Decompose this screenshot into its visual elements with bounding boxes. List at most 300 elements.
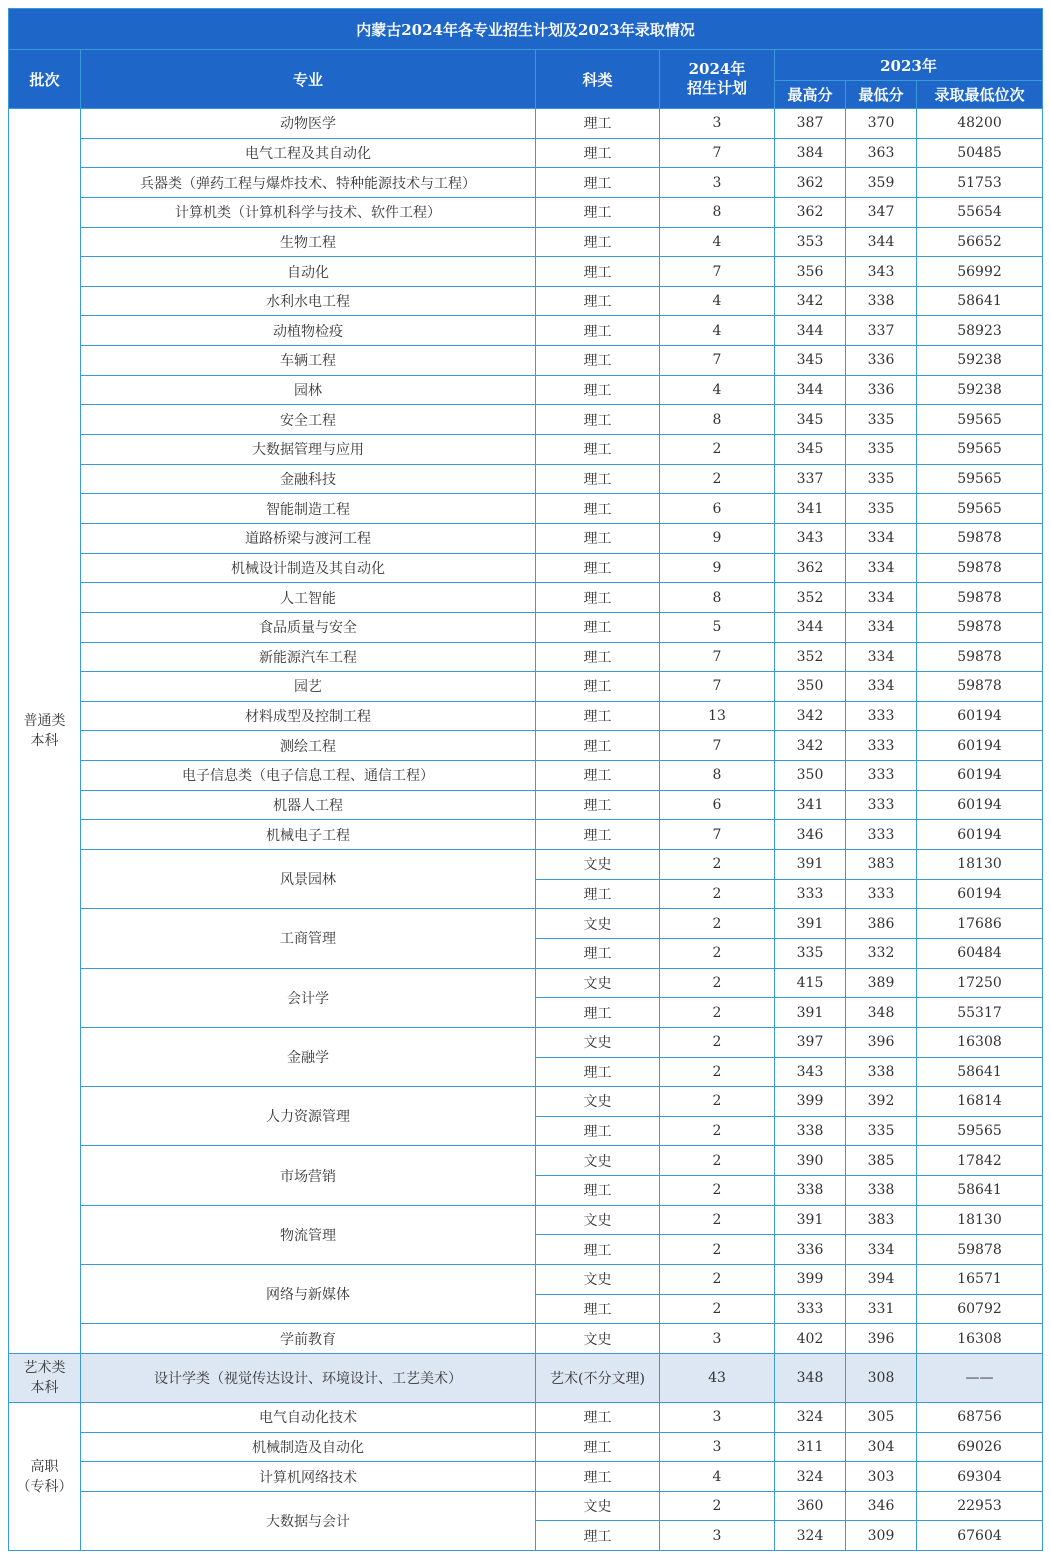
- min-score-cell: 363: [846, 138, 917, 168]
- table-row: [9, 1491, 1043, 1521]
- min-rank-cell: 18130: [917, 1205, 1043, 1235]
- min-rank-cell: 69026: [917, 1432, 1043, 1462]
- subject-cell: 理工: [536, 375, 660, 405]
- table-row: [9, 1324, 1043, 1354]
- major-cell: 园林: [81, 375, 536, 405]
- major-cell: 机械制造及自动化: [81, 1432, 536, 1462]
- table-row: [9, 1462, 1043, 1492]
- header-batch: 批次: [9, 50, 81, 109]
- plan-cell: 3: [660, 168, 775, 198]
- subject-cell: 理工: [536, 286, 660, 316]
- plan-cell: 2: [660, 1205, 775, 1235]
- max-score-cell: 341: [775, 494, 846, 524]
- max-score-cell: 333: [775, 1294, 846, 1324]
- min-score-cell: 309: [846, 1521, 917, 1551]
- min-rank-cell: 60194: [917, 701, 1043, 731]
- batch-regular-line1: 普通类: [23, 712, 66, 729]
- min-rank-cell: 17842: [917, 1146, 1043, 1176]
- table-row: [9, 761, 1043, 791]
- min-score-cell: 303: [846, 1462, 917, 1492]
- table-row: [9, 286, 1043, 316]
- major-cell: 安全工程: [81, 405, 536, 435]
- table-row: [9, 1432, 1043, 1462]
- major-cell: 自动化: [81, 257, 536, 287]
- plan-cell: 2: [660, 1235, 775, 1265]
- min-rank-cell: 16814: [917, 1087, 1043, 1117]
- table-row: [9, 464, 1043, 494]
- max-score-cell: 362: [775, 168, 846, 198]
- min-score-cell: 359: [846, 168, 917, 198]
- subject-cell: 理工: [536, 583, 660, 613]
- subject-cell: 文史: [536, 1087, 660, 1117]
- min-rank-cell: 59878: [917, 523, 1043, 553]
- min-score-cell: 385: [846, 1146, 917, 1176]
- batch-regular-line2: 本科: [30, 732, 59, 749]
- max-score-cell: 338: [775, 1116, 846, 1146]
- batch-art-line1: 艺术类: [23, 1359, 66, 1376]
- major-cell: 大数据与会计: [81, 1491, 536, 1550]
- min-score-cell: 308: [846, 1353, 917, 1402]
- major-cell: 智能制造工程: [81, 494, 536, 524]
- min-rank-cell: 60484: [917, 938, 1043, 968]
- subject-cell: 理工: [536, 316, 660, 346]
- subject-cell: 文史: [536, 1491, 660, 1521]
- table-row: [9, 672, 1043, 702]
- min-rank-cell: 51753: [917, 168, 1043, 198]
- plan-cell: 2: [660, 1294, 775, 1324]
- batch-vocational-line1: 高职: [30, 1458, 59, 1475]
- max-score-cell: 338: [775, 1176, 846, 1206]
- min-rank-cell: 59565: [917, 435, 1043, 465]
- major-cell: 会计学: [81, 968, 536, 1027]
- max-score-cell: 390: [775, 1146, 846, 1176]
- plan-cell: 2: [660, 1027, 775, 1057]
- plan-cell: 2: [660, 998, 775, 1028]
- subject-cell: 理工: [536, 731, 660, 761]
- min-score-cell: 335: [846, 405, 917, 435]
- subject-cell: 理工: [536, 1432, 660, 1462]
- min-rank-cell: 56652: [917, 227, 1043, 257]
- subject-cell: 理工: [536, 1116, 660, 1146]
- batch-regular: [9, 109, 81, 1354]
- subject-cell: 理工: [536, 257, 660, 287]
- table-row: [9, 109, 1043, 139]
- min-rank-cell: 18130: [917, 850, 1043, 880]
- subject-cell: 艺术(不分文理): [536, 1353, 660, 1402]
- table-row: [9, 316, 1043, 346]
- min-score-cell: 333: [846, 790, 917, 820]
- subject-cell: 理工: [536, 464, 660, 494]
- max-score-cell: 343: [775, 1057, 846, 1087]
- major-cell: 车辆工程: [81, 346, 536, 376]
- max-score-cell: 362: [775, 553, 846, 583]
- min-score-cell: 337: [846, 316, 917, 346]
- min-rank-cell: 55317: [917, 998, 1043, 1028]
- header-plan-line1: 2024年: [688, 60, 746, 78]
- max-score-cell: 362: [775, 197, 846, 227]
- subject-cell: 理工: [536, 612, 660, 642]
- header-plan: [660, 50, 775, 109]
- min-rank-cell: 59878: [917, 642, 1043, 672]
- plan-cell: 4: [660, 286, 775, 316]
- subject-cell: 文史: [536, 1205, 660, 1235]
- plan-cell: 3: [660, 1402, 775, 1432]
- major-cell: 人工智能: [81, 583, 536, 613]
- plan-cell: 9: [660, 553, 775, 583]
- major-cell: 金融学: [81, 1027, 536, 1086]
- plan-cell: 5: [660, 612, 775, 642]
- max-score-cell: 346: [775, 820, 846, 850]
- table-row: [9, 553, 1043, 583]
- max-score-cell: 344: [775, 375, 846, 405]
- plan-cell: 7: [660, 672, 775, 702]
- max-score-cell: 353: [775, 227, 846, 257]
- batch-art-line2: 本科: [30, 1379, 59, 1396]
- subject-cell: 理工: [536, 672, 660, 702]
- subject-cell: 文史: [536, 850, 660, 880]
- plan-cell: 7: [660, 642, 775, 672]
- header-max-score: 最高分: [775, 81, 846, 109]
- subject-cell: 理工: [536, 523, 660, 553]
- major-cell: 计算机类（计算机科学与技术、软件工程）: [81, 197, 536, 227]
- plan-cell: 4: [660, 1462, 775, 1492]
- plan-cell: 8: [660, 761, 775, 791]
- plan-cell: 2: [660, 850, 775, 880]
- min-rank-cell: 48200: [917, 109, 1043, 139]
- max-score-cell: 311: [775, 1432, 846, 1462]
- max-score-cell: 352: [775, 583, 846, 613]
- plan-cell: 3: [660, 109, 775, 139]
- major-cell: 材料成型及控制工程: [81, 701, 536, 731]
- admission-table-container: [8, 8, 1042, 1551]
- table-row: [9, 1402, 1043, 1432]
- min-score-cell: 333: [846, 701, 917, 731]
- subject-cell: 理工: [536, 1176, 660, 1206]
- max-score-cell: 352: [775, 642, 846, 672]
- subject-cell: 理工: [536, 138, 660, 168]
- subject-cell: 理工: [536, 494, 660, 524]
- subject-cell: 理工: [536, 553, 660, 583]
- min-rank-cell: 59878: [917, 1235, 1043, 1265]
- table-row: [9, 138, 1043, 168]
- plan-cell: 13: [660, 701, 775, 731]
- plan-cell: 2: [660, 1176, 775, 1206]
- table-row: [9, 1264, 1043, 1294]
- min-score-cell: 334: [846, 612, 917, 642]
- table-row: [9, 820, 1043, 850]
- max-score-cell: 384: [775, 138, 846, 168]
- major-cell: 人力资源管理: [81, 1087, 536, 1146]
- major-cell: 电气工程及其自动化: [81, 138, 536, 168]
- min-score-cell: 333: [846, 731, 917, 761]
- min-rank-cell: 17686: [917, 909, 1043, 939]
- plan-cell: 7: [660, 257, 775, 287]
- plan-cell: 7: [660, 731, 775, 761]
- min-score-cell: 343: [846, 257, 917, 287]
- min-score-cell: 386: [846, 909, 917, 939]
- min-score-cell: 334: [846, 642, 917, 672]
- subject-cell: 文史: [536, 1324, 660, 1354]
- table-row: [9, 850, 1043, 880]
- min-rank-cell: 60194: [917, 790, 1043, 820]
- plan-cell: 8: [660, 405, 775, 435]
- header-year-2023: 2023年: [775, 50, 1043, 81]
- major-cell: 生物工程: [81, 227, 536, 257]
- admission-table: [8, 8, 1043, 1551]
- table-title: 内蒙古2024年各专业招生计划及2023年录取情况: [9, 9, 1043, 50]
- table-row: [9, 701, 1043, 731]
- max-score-cell: 336: [775, 1235, 846, 1265]
- table-row: [9, 1205, 1043, 1235]
- max-score-cell: 402: [775, 1324, 846, 1354]
- max-score-cell: 345: [775, 405, 846, 435]
- plan-cell: 2: [660, 909, 775, 939]
- subject-cell: 理工: [536, 1462, 660, 1492]
- major-cell: 动植物检疫: [81, 316, 536, 346]
- min-score-cell: 332: [846, 938, 917, 968]
- table-row: [9, 790, 1043, 820]
- header-min-rank: 录取最低位次: [917, 81, 1043, 109]
- min-score-cell: 392: [846, 1087, 917, 1117]
- min-rank-cell: 56992: [917, 257, 1043, 287]
- table-row: [9, 1146, 1043, 1176]
- plan-cell: 3: [660, 1432, 775, 1462]
- header-major: 专业: [81, 50, 536, 109]
- table-row: [9, 909, 1043, 939]
- major-cell: 金融科技: [81, 464, 536, 494]
- table-row: [9, 968, 1043, 998]
- max-score-cell: 333: [775, 879, 846, 909]
- plan-cell: 7: [660, 138, 775, 168]
- plan-cell: 2: [660, 1087, 775, 1117]
- table-row: [9, 227, 1043, 257]
- min-rank-cell: 67604: [917, 1521, 1043, 1551]
- plan-cell: 2: [660, 435, 775, 465]
- table-row: [9, 1353, 1043, 1402]
- max-score-cell: 391: [775, 850, 846, 880]
- batch-vocational: [9, 1402, 81, 1550]
- subject-cell: 理工: [536, 1402, 660, 1432]
- subject-cell: 理工: [536, 701, 660, 731]
- major-cell: 设计学类（视觉传达设计、环境设计、工艺美术）: [81, 1353, 536, 1402]
- min-score-cell: 338: [846, 1176, 917, 1206]
- min-score-cell: 338: [846, 1057, 917, 1087]
- plan-cell: 4: [660, 375, 775, 405]
- min-rank-cell: 59565: [917, 1116, 1043, 1146]
- table-row: [9, 405, 1043, 435]
- table-row: [9, 257, 1043, 287]
- plan-cell: 2: [660, 1057, 775, 1087]
- subject-cell: 理工: [536, 1521, 660, 1551]
- table-row: [9, 346, 1043, 376]
- min-score-cell: 334: [846, 553, 917, 583]
- plan-cell: 9: [660, 523, 775, 553]
- subject-cell: 文史: [536, 968, 660, 998]
- min-rank-cell: 60792: [917, 1294, 1043, 1324]
- max-score-cell: 348: [775, 1353, 846, 1402]
- header-min-score: 最低分: [846, 81, 917, 109]
- major-cell: 食品质量与安全: [81, 612, 536, 642]
- max-score-cell: 344: [775, 612, 846, 642]
- subject-cell: 理工: [536, 227, 660, 257]
- max-score-cell: 387: [775, 109, 846, 139]
- min-rank-cell: 58923: [917, 316, 1043, 346]
- subject-cell: 理工: [536, 197, 660, 227]
- plan-cell: 2: [660, 938, 775, 968]
- max-score-cell: 337: [775, 464, 846, 494]
- max-score-cell: 343: [775, 523, 846, 553]
- min-rank-cell: 59878: [917, 583, 1043, 613]
- subject-cell: 理工: [536, 761, 660, 791]
- subject-cell: 文史: [536, 1264, 660, 1294]
- major-cell: 机械电子工程: [81, 820, 536, 850]
- major-cell: 动物医学: [81, 109, 536, 139]
- subject-cell: 理工: [536, 435, 660, 465]
- min-score-cell: 396: [846, 1027, 917, 1057]
- subject-cell: 理工: [536, 346, 660, 376]
- max-score-cell: 342: [775, 731, 846, 761]
- min-score-cell: 334: [846, 1235, 917, 1265]
- min-score-cell: 335: [846, 464, 917, 494]
- max-score-cell: 360: [775, 1491, 846, 1521]
- table-row: [9, 168, 1043, 198]
- min-rank-cell: 50485: [917, 138, 1043, 168]
- max-score-cell: 344: [775, 316, 846, 346]
- plan-cell: 4: [660, 316, 775, 346]
- plan-cell: 3: [660, 1324, 775, 1354]
- min-rank-cell: 59878: [917, 553, 1043, 583]
- plan-cell: 2: [660, 1491, 775, 1521]
- max-score-cell: 335: [775, 938, 846, 968]
- major-cell: 水利水电工程: [81, 286, 536, 316]
- batch-vocational-line2: （专科）: [16, 1478, 73, 1495]
- plan-cell: 2: [660, 464, 775, 494]
- major-cell: 风景园林: [81, 850, 536, 909]
- subject-cell: 理工: [536, 1057, 660, 1087]
- plan-cell: 2: [660, 879, 775, 909]
- min-rank-cell: 58641: [917, 286, 1043, 316]
- plan-cell: 2: [660, 968, 775, 998]
- table-row: [9, 642, 1043, 672]
- table-row: [9, 731, 1043, 761]
- plan-cell: 2: [660, 1264, 775, 1294]
- batch-art: [9, 1353, 81, 1402]
- plan-cell: 43: [660, 1353, 775, 1402]
- table-row: [9, 1027, 1043, 1057]
- max-score-cell: 345: [775, 435, 846, 465]
- subject-cell: 理工: [536, 998, 660, 1028]
- table-row: [9, 1087, 1043, 1117]
- min-rank-cell: 59878: [917, 672, 1043, 702]
- subject-cell: 理工: [536, 820, 660, 850]
- max-score-cell: 399: [775, 1087, 846, 1117]
- min-score-cell: 335: [846, 435, 917, 465]
- min-rank-cell: 60194: [917, 820, 1043, 850]
- major-cell: 工商管理: [81, 909, 536, 968]
- min-score-cell: 336: [846, 346, 917, 376]
- header-plan-line2: 招生计划: [686, 79, 747, 97]
- min-score-cell: 344: [846, 227, 917, 257]
- major-cell: 计算机网络技术: [81, 1462, 536, 1492]
- major-cell: 道路桥梁与渡河工程: [81, 523, 536, 553]
- plan-cell: 7: [660, 346, 775, 376]
- min-score-cell: 348: [846, 998, 917, 1028]
- max-score-cell: 356: [775, 257, 846, 287]
- subject-cell: 理工: [536, 109, 660, 139]
- max-score-cell: 391: [775, 909, 846, 939]
- max-score-cell: 324: [775, 1521, 846, 1551]
- table-body: [9, 109, 1043, 1551]
- min-rank-cell: 59565: [917, 494, 1043, 524]
- max-score-cell: 350: [775, 672, 846, 702]
- max-score-cell: 415: [775, 968, 846, 998]
- plan-cell: 6: [660, 790, 775, 820]
- min-rank-cell: 60194: [917, 761, 1043, 791]
- major-cell: 电子信息类（电子信息工程、通信工程）: [81, 761, 536, 791]
- min-rank-cell: 22953: [917, 1491, 1043, 1521]
- min-score-cell: 383: [846, 1205, 917, 1235]
- plan-cell: 3: [660, 1521, 775, 1551]
- major-cell: 大数据管理与应用: [81, 435, 536, 465]
- plan-cell: 2: [660, 1146, 775, 1176]
- min-score-cell: 396: [846, 1324, 917, 1354]
- table-row: [9, 612, 1043, 642]
- major-cell: 测绘工程: [81, 731, 536, 761]
- table-row: [9, 375, 1043, 405]
- min-score-cell: 304: [846, 1432, 917, 1462]
- min-score-cell: 333: [846, 879, 917, 909]
- min-rank-cell: 59565: [917, 405, 1043, 435]
- max-score-cell: 324: [775, 1462, 846, 1492]
- max-score-cell: 391: [775, 1205, 846, 1235]
- min-score-cell: 305: [846, 1402, 917, 1432]
- subject-cell: 理工: [536, 405, 660, 435]
- table-row: [9, 197, 1043, 227]
- max-score-cell: 342: [775, 701, 846, 731]
- min-score-cell: 335: [846, 494, 917, 524]
- subject-cell: 文史: [536, 1146, 660, 1176]
- min-score-cell: 389: [846, 968, 917, 998]
- min-rank-cell: 17250: [917, 968, 1043, 998]
- max-score-cell: 397: [775, 1027, 846, 1057]
- header-subject: 科类: [536, 50, 660, 109]
- subject-cell: 理工: [536, 790, 660, 820]
- table-row: [9, 494, 1043, 524]
- max-score-cell: 399: [775, 1264, 846, 1294]
- subject-cell: 文史: [536, 1027, 660, 1057]
- min-rank-cell: 58641: [917, 1057, 1043, 1087]
- table-row: [9, 435, 1043, 465]
- min-rank-cell: 58641: [917, 1176, 1043, 1206]
- plan-cell: 6: [660, 494, 775, 524]
- min-score-cell: 394: [846, 1264, 917, 1294]
- min-rank-cell: 59238: [917, 375, 1043, 405]
- min-score-cell: 333: [846, 761, 917, 791]
- plan-cell: 4: [660, 227, 775, 257]
- min-rank-cell: 69304: [917, 1462, 1043, 1492]
- min-rank-cell: 68756: [917, 1402, 1043, 1432]
- max-score-cell: 345: [775, 346, 846, 376]
- plan-cell: 7: [660, 820, 775, 850]
- max-score-cell: 341: [775, 790, 846, 820]
- min-score-cell: 335: [846, 1116, 917, 1146]
- min-rank-cell: 59565: [917, 464, 1043, 494]
- min-score-cell: 331: [846, 1294, 917, 1324]
- min-rank-cell: 16571: [917, 1264, 1043, 1294]
- min-rank-cell: 16308: [917, 1027, 1043, 1057]
- major-cell: 机器人工程: [81, 790, 536, 820]
- min-rank-cell: 59878: [917, 612, 1043, 642]
